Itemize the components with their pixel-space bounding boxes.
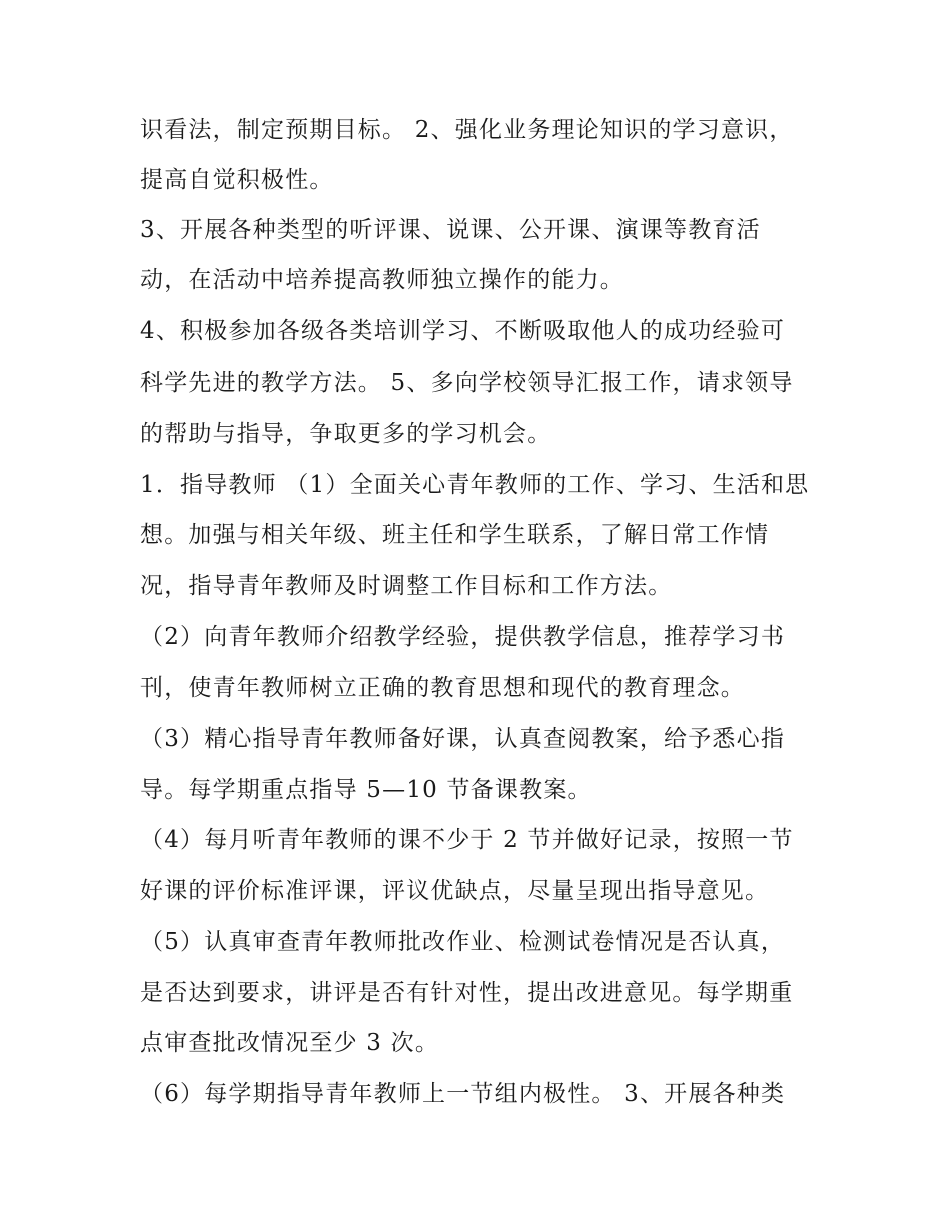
text-line: （3）精心指导青年教师备好课，认真查阅教案，给予悉心指 <box>140 726 786 752</box>
text-line: （4）每月听青年教师的课不少于 2 节并做好记录，按照一节 <box>140 827 794 853</box>
text-line: 刊，使青年教师树立正确的教育思想和现代的教育理念。 <box>140 675 745 701</box>
text-line: 是否达到要求，讲评是否有针对性，提出改进意见。每学期重 <box>140 980 794 1006</box>
text-line: （2）向青年教师介绍教学经验，提供教学信息，推荐学习书 <box>140 624 786 650</box>
text-line: 1．指导教师 （1）全面关心青年教师的工作、学习、生活和思 <box>140 472 810 498</box>
text-line: 点审查批改情况至少 3 次。 <box>140 1030 440 1056</box>
text-line: 3、开展各种类型的听评课、说课、公开课、演课等教育活 <box>140 217 761 243</box>
text-line: 想。加强与相关年级、班主任和学生联系，了解日常工作情 <box>140 522 770 548</box>
text-line: 导。每学期重点指导 5—10 节备课教案。 <box>140 777 592 803</box>
text-line: 4、积极参加各级各类培训学习、不断吸取他人的成功经验可 <box>140 318 786 344</box>
text-line: 识看法，制定预期目标。 2、强化业务理论知识的学习意识， <box>140 117 794 143</box>
text-line: 好课的评价标准评课，评议优缺点，尽量呈现出指导意见。 <box>140 878 770 904</box>
text-line: 科学先进的教学方法。 5、多向学校领导汇报工作，请求领导 <box>140 370 794 396</box>
text-line: 的帮助与指导，争取更多的学习机会。 <box>140 421 552 447</box>
text-line: 况，指导青年教师及时调整工作目标和工作方法。 <box>140 573 673 599</box>
text-line: 提高自觉积极性。 <box>140 167 334 193</box>
text-line: （5）认真审查青年教师批改作业、检测试卷情况是否认真， <box>140 929 786 955</box>
text-line: （6）每学期指导青年教师上一节组内极性。 3、开展各种类 <box>140 1081 786 1107</box>
text-line: 动，在活动中培养提高教师独立操作的能力。 <box>140 267 624 293</box>
